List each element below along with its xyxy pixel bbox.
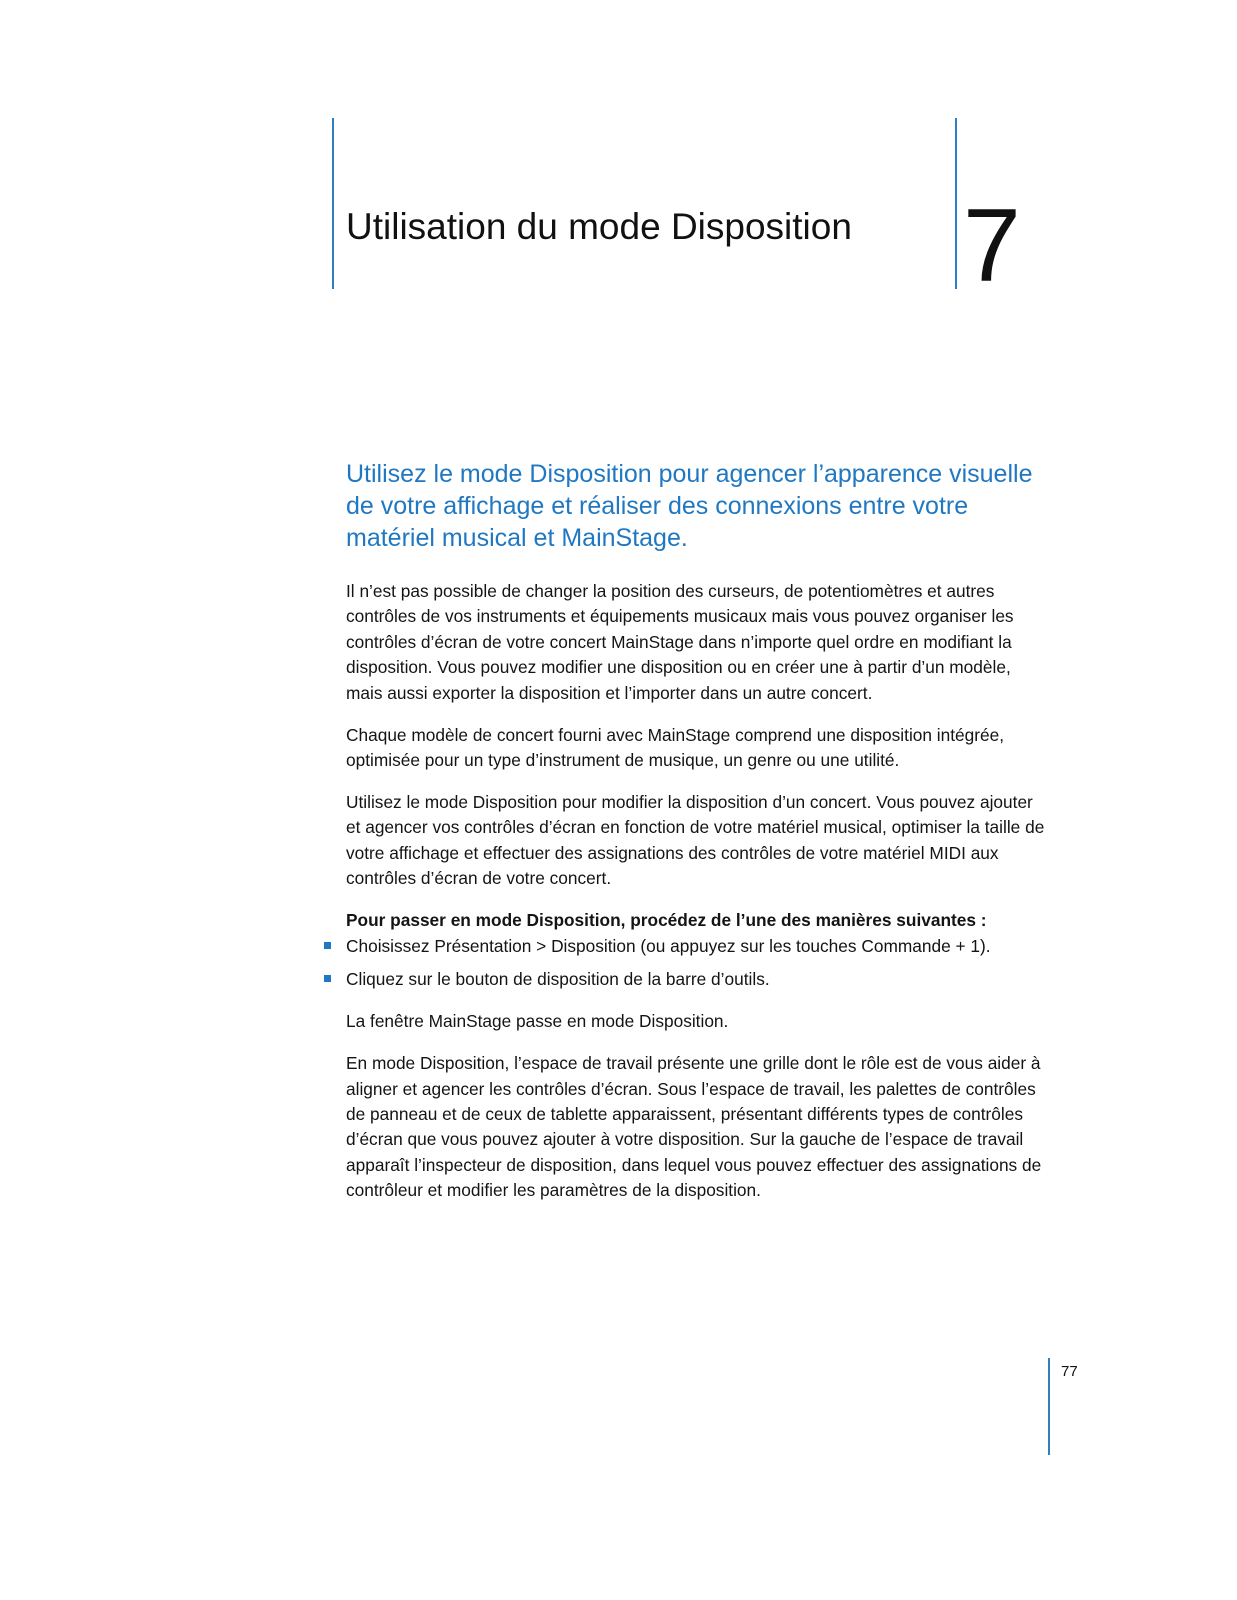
chapter-intro: Utilisez le mode Disposition pour agencer l’apparence visuelle de votre affichage et réaliser des connexions entre votre matériel musical et MainStage. — [346, 460, 1033, 552]
paragraph: Il n’est pas possible de changer la position des curseurs, de potentiomètres et autres contrôles de vos instruments et équipements musicaux mais vous pouvez organiser les contrôles d’écran de votre concert MainStage dans n’importe quel ordre en modifiant la disposition. Vous pouvez modifier une disposition ou en créer une à partir d’un modèle, mais aussi exporter la disposition et l’importer dans un autre concert. — [346, 581, 1014, 703]
chapter-rule-left — [332, 118, 334, 289]
page-number-rule — [1048, 1358, 1050, 1455]
paragraph: La fenêtre MainStage passe en mode Disposition. — [346, 1011, 729, 1032]
body-text — [346, 579, 1046, 1220]
chapter-rule-right — [955, 118, 957, 289]
chapter-number: 7 — [963, 188, 1021, 304]
paragraph: En mode Disposition, l’espace de travail présente une grille dont le rôle est de vous aider à aligner et agencer les contrôles d’écran. Sous l’espace de travail, les palettes de contrôles de panneau et de ceux de tablette apparaissent, présentant différents types de contrôles d’écran que vous pouvez ajouter à votre disposition. Sur la gauche de l’espace de travail apparaît l’inspecteur de disposition, dans lequel vous pouvez effectuer des assignations de contrôleur et modifier les paramètres de la disposition. — [346, 1053, 1042, 1201]
paragraph: Chaque modèle de concert fourni avec MainStage comprend une disposition intégrée, optimisée pour un type d’instrument de musique, un genre ou une utilité. — [346, 724, 1005, 771]
chapter-title: Utilisation du mode Disposition — [346, 206, 852, 247]
step-text: Choisissez Présentation > Disposition (ou appuyez sur les touches Commande + 1). — [346, 935, 991, 956]
square-bullet-icon — [324, 942, 331, 949]
procedure-steps — [346, 934, 1046, 993]
square-bullet-icon — [324, 975, 331, 982]
page-number: 77 — [1061, 1363, 1078, 1380]
list-item — [346, 934, 1046, 959]
paragraph: Utilisez le mode Disposition pour modifier la disposition d’un concert. Vous pouvez ajouter et agencer vos contrôles d’écran en fonction de votre matériel musical, optimiser la taille de votre affichage et effectuer des assignations des contrôles de votre matériel MIDI aux contrôles d’écran de votre concert. — [346, 792, 1045, 889]
procedure-lead: Pour passer en mode Disposition, procédez de l’une des manières suivantes : — [346, 910, 987, 931]
step-text: Cliquez sur le bouton de disposition de la barre d’outils. — [346, 969, 770, 990]
list-item — [346, 967, 1046, 992]
